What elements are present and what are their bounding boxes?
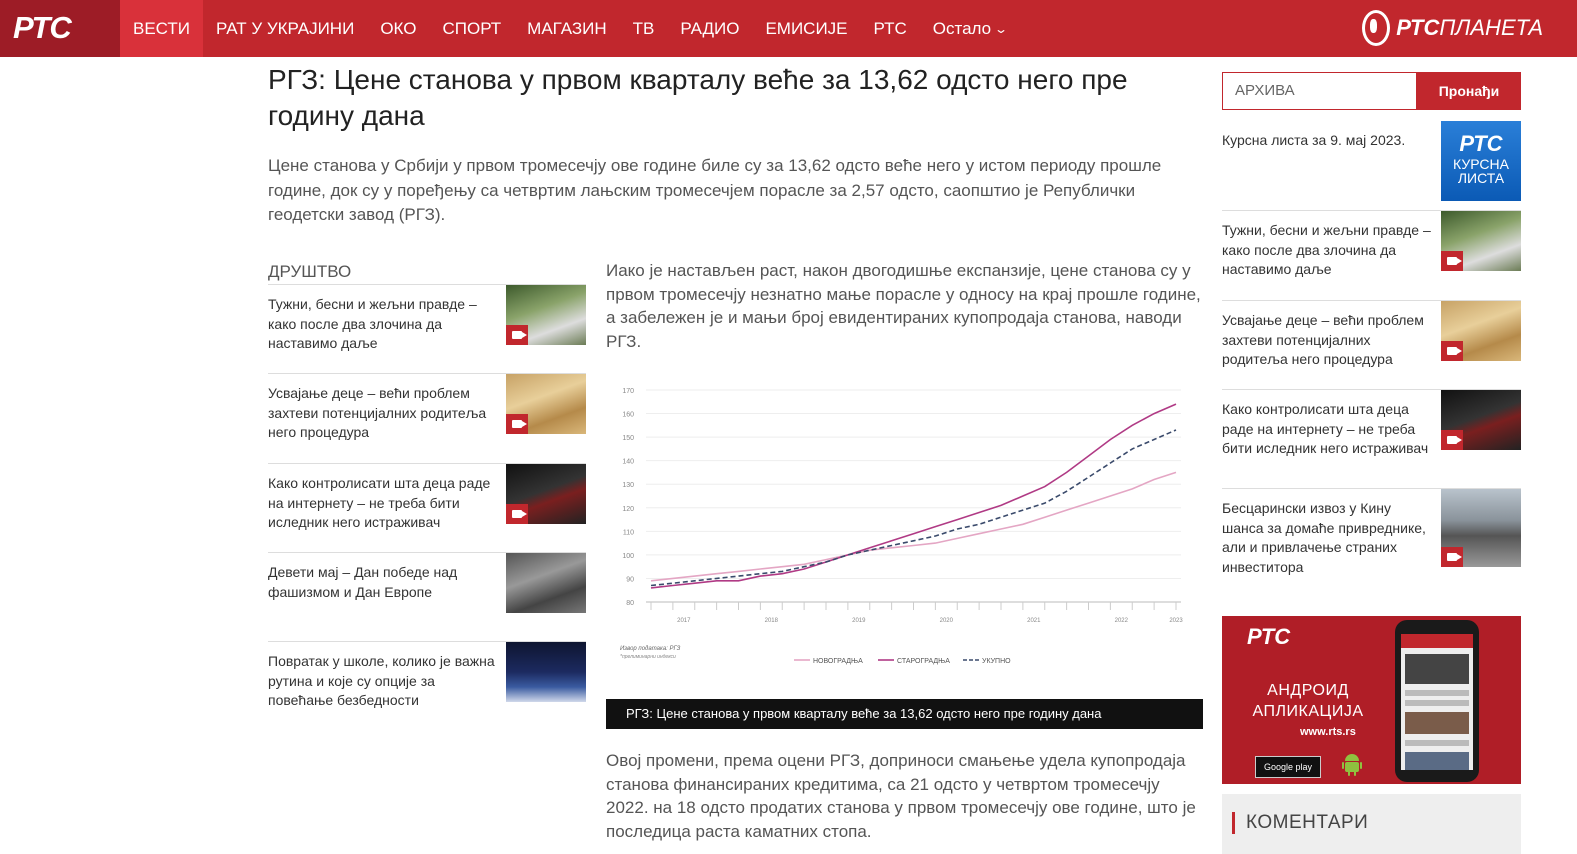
promo-url: www.rts.rs [1300,726,1356,738]
kursna-label-1: КУРСНА [1453,156,1509,172]
nav-item-8[interactable] [861,0,920,57]
sidebar-news-thumbnail[interactable] [1441,301,1521,361]
y-tick-label: 150 [622,435,634,443]
nav-item-label: РАТ У УКРАЈИНИ [216,18,355,38]
y-tick-label: 130 [622,482,634,490]
sidebar-news-title: Усвајање деце – већи проблем захтеви потенцијалних родитеља него процедура [1222,312,1424,367]
article-paragraph-2: Овој промени, према оцени РГЗ, доприноси смањење удела купопродаја станова финансираних кредитима, са 21 одсто у четвртом тромесечју 2022. на 18 одсто продатих станова у првом тромесечју ове године, што је последица раста каматних стопа. [606,751,1196,841]
nav-item-label: ЕМИСИЈЕ [765,18,848,38]
video-camera-icon [506,325,528,345]
image-caption: РГЗ: Цене станова у првом кварталу веће за 13,62 одсто него пре годину дана [606,699,1203,729]
video-camera-icon [1441,341,1463,361]
x-year-label: 2017 [677,618,691,624]
kursna-logo: РТС [1459,131,1503,156]
comments-section[interactable] [1222,794,1521,854]
kursna-lista-thumbnail[interactable] [1441,121,1521,201]
nav-item-1[interactable] [203,0,367,57]
comments-accent [1232,812,1235,834]
legend-label: СТАРОГРАДЊА [897,658,950,665]
phone-mockup [1395,620,1479,782]
video-camera-icon [506,414,528,434]
promo-logo: РТС [1247,624,1291,649]
video-camera-icon [1441,430,1463,450]
nav-item-4[interactable] [514,0,619,57]
sidebar-news-thumbnail[interactable] [1441,489,1521,567]
related-item-thumbnail[interactable] [506,374,586,434]
x-year-label: 2023 [1169,618,1183,624]
video-camera-icon [1441,251,1463,271]
top-navigation [0,0,1577,57]
nav-item-3[interactable] [429,0,514,57]
main-menu [120,0,1019,57]
video-camera-icon [506,504,528,524]
related-item-thumbnail[interactable] [506,553,586,613]
promo-line-2: АПЛИКАЦИЈА [1252,703,1364,720]
nav-item-label: МАГАЗИН [527,18,607,38]
planeta-bold: РТС [1396,15,1440,40]
chevron-down-icon: ⌄ [994,21,1009,36]
comments-label: КОМЕНТАРИ [1246,812,1369,833]
article-paragraph-1: Иако је настављен раст, након двогодишње експанзије, цене станова су у првом тромесечју незнатно мање порасле у односу на крај прошле године, а забележен је и мањи број евидентираних купопродаја станова, наводи РГЗ. [606,261,1201,351]
sidebar-news-title: Како контролисати шта деца раде на интернету – не треба бити иследник него истраживач [1222,401,1429,456]
y-tick-label: 120 [622,505,634,513]
rts-planeta-logo[interactable] [1362,10,1543,46]
search-button[interactable]: Пронађи [1417,72,1521,110]
series-line-1 [651,404,1176,588]
y-tick-label: 140 [622,458,634,466]
nav-item-label: СПОРТ [442,18,502,38]
y-tick-label: 100 [622,552,634,560]
x-year-label: 2022 [1114,618,1128,624]
series-line-0 [651,472,1176,580]
chart-note: *прелиминарни индекси [620,654,676,660]
related-item-thumbnail[interactable] [506,642,586,702]
related-item-thumbnail[interactable] [506,285,586,345]
article-lead: Цене станова у Србији у првом тромесечју ове године биле су за 13,62 одсто веће него у истом периоду прошле године, док су у поређењу са четвртим лањским тромесечјем порасле за 2,57 одсто, саопштио је Републички геодетски завод (РГЗ). [268,156,1162,224]
nav-item-label: РТС [873,18,907,38]
x-year-label: 2019 [852,618,866,624]
x-year-label: 2018 [764,618,778,624]
sidebar-news-thumbnail[interactable] [1441,211,1521,271]
y-tick-label: 170 [622,388,634,395]
legend-label: УКУПНО [982,658,1011,665]
related-item-title: Како контролисати шта деца раде на интернету – не треба бити иследник него истраживач [268,475,491,530]
nav-item-label: Остало [932,18,992,38]
related-item-thumbnail[interactable] [506,464,586,524]
rts-logo[interactable] [0,0,120,57]
related-section-label[interactable]: ДРУШТВО [268,262,352,281]
sidebar-news-title: Тужни, бесни и жељни правде – како после два злочина да наставимо даље [1222,222,1431,277]
planeta-rest: ПЛАНЕТА [1439,15,1543,40]
article-title: РГЗ: Цене станова у првом кварталу веће за 13,62 одсто него пре годину дана [268,64,1128,131]
planeta-icon [1362,10,1390,46]
nav-item-label: ОКО [380,18,417,38]
promo-line-1: АНДРОИД [1267,682,1349,699]
logo-text: РТС [13,10,71,45]
x-year-label: 2021 [1027,618,1041,624]
sidebar-news-title: Бесцарински извоз у Кину шанса за домаће привреднике, али и привлачење страних инвеститора [1222,500,1426,575]
related-item-title: Усвајање деце – већи проблем захтеви потенцијалних родитеља него процедура [268,385,487,440]
archive-search-input[interactable]: АРХИВА [1222,72,1417,110]
sidebar-news-thumbnail[interactable] [1441,390,1521,450]
y-tick-label: 160 [622,411,634,419]
nav-item-label: ТВ [632,18,655,38]
android-icon [1342,752,1362,776]
y-tick-label: 90 [626,576,634,584]
video-camera-icon [1441,547,1463,567]
y-tick-label: 80 [626,600,634,607]
article-chart[interactable] [606,366,1203,698]
android-app-promo[interactable] [1222,616,1521,784]
nav-item-2[interactable] [367,0,429,57]
kursna-lista-title: Курсна листа за 9. мај 2023. [1222,132,1406,148]
nav-item-label: РАДИО [680,18,740,38]
google-play-badge[interactable]: Google play [1255,756,1321,778]
related-item-title: Девети мај – Дан победе над фашизмом и Дан Европе [268,564,458,600]
nav-item-5[interactable] [620,0,668,57]
nav-item-9[interactable] [920,0,1019,57]
y-tick-label: 110 [622,529,634,537]
legend-label: НОВОГРАДЊА [813,658,863,665]
chart-source-note: Извор података: РГЗ [620,646,681,652]
x-year-label: 2020 [939,618,953,624]
related-item-title: Повратак у школе, колико је важна рутина и које су опције за повећање безбедности [268,653,495,708]
nav-item-7[interactable] [752,0,860,57]
related-item-title: Тужни, бесни и жељни правде – како после два злочина да наставимо даље [268,296,477,351]
kursna-label-2: ЛИСТА [1457,170,1505,186]
price-index-chart [606,366,1203,698]
nav-item-6[interactable] [667,0,752,57]
nav-item-label: ВЕСТИ [133,18,190,38]
nav-item-0[interactable] [120,0,203,57]
